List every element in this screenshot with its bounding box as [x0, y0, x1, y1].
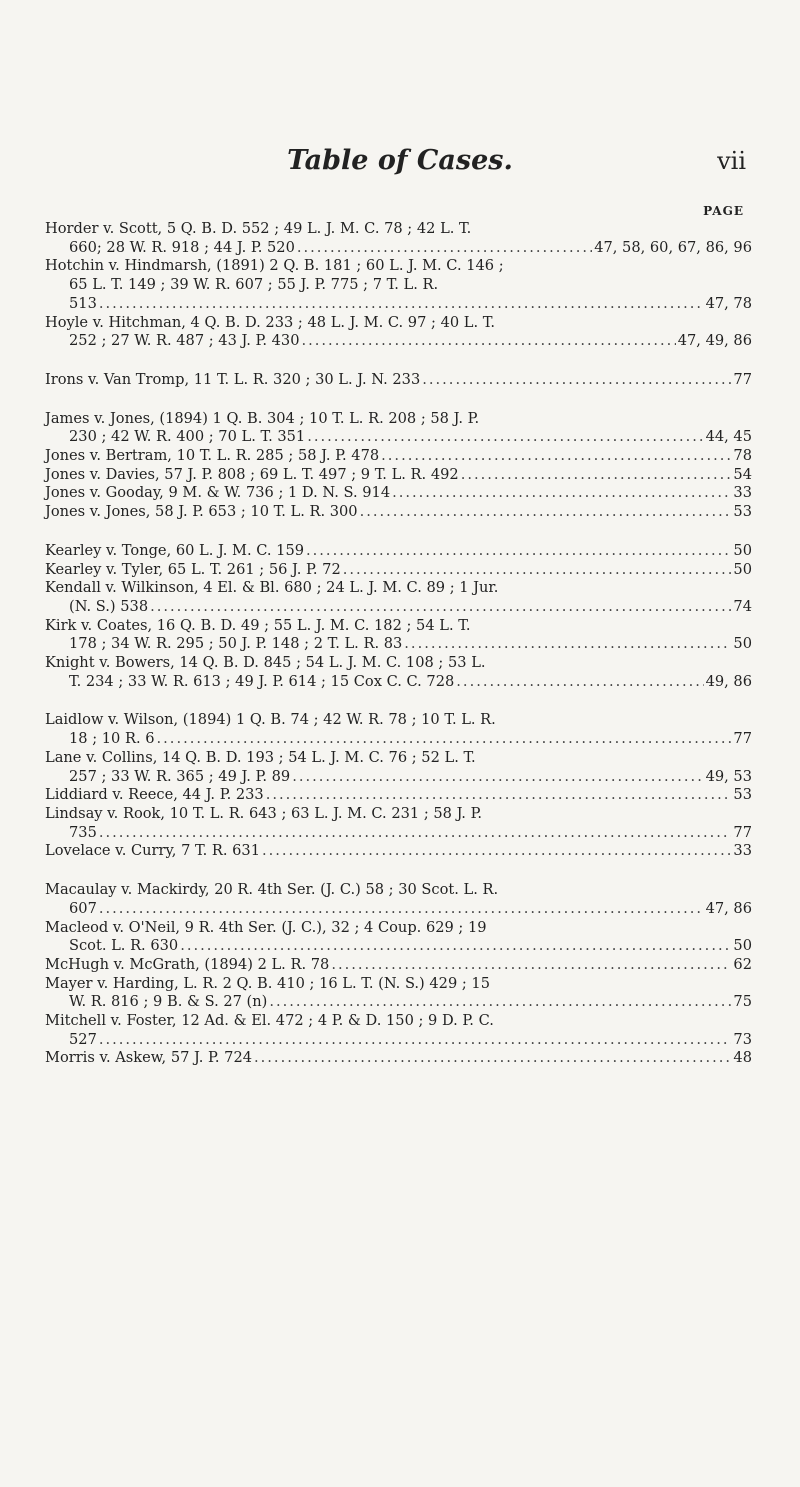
leader-dots [381, 447, 731, 466]
case-citation-continued [45, 730, 752, 749]
page-title: Table of Cases. [287, 145, 513, 176]
case-citation [45, 220, 752, 239]
page-reference: 78 [733, 447, 752, 465]
page-reference: 33 [733, 484, 752, 502]
leader-dots [99, 824, 732, 843]
case-citation-continued [45, 673, 752, 692]
leader-dots [157, 730, 732, 749]
case-citation [45, 447, 752, 466]
citation-text: Mitchell v. Foster, 12 Ad. & El. 472 ; 4 P. & D. 150 ; 9 D. P. C. [45, 1012, 494, 1030]
citation-text: T. 234 ; 33 W. R. 613 ; 49 J. P. 614 ; 15 Cox C. C. 728 [69, 672, 455, 690]
citation-text: Jones v. Jones, 58 J. P. 653 ; 10 T. L. R. 300 [45, 503, 358, 521]
citation-text: 178 ; 34 W. R. 295 ; 50 J. P. 148 ; 2 T. L. R. 83 [69, 635, 403, 653]
group-spacer [45, 861, 752, 881]
citation-text: 65 L. T. 149 ; 39 W. R. 607 ; 55 J. P. 775 ; 7 T. L. R. [69, 276, 439, 294]
case-citation [45, 1049, 752, 1068]
page-column-label: PAGE [703, 204, 744, 218]
case-entry [45, 919, 752, 956]
leader-dots [150, 598, 731, 617]
citation-text: 660; 28 W. R. 918 ; 44 J. P. 520 [69, 238, 295, 256]
case-citation [45, 561, 752, 580]
case-citation-continued [45, 993, 752, 1012]
case-entry [45, 410, 752, 447]
case-entry [45, 975, 752, 1012]
page-reference: 50 [733, 635, 752, 653]
page-reference: 75 [733, 993, 752, 1011]
case-citation [45, 257, 752, 276]
case-group-i [45, 371, 752, 390]
page-header [0, 145, 800, 189]
citation-text: Irons v. Van Tromp, 11 T. L. R. 320 ; 30 L. J. N. 233 [45, 370, 421, 388]
page-reference: 74 [733, 597, 752, 615]
case-citation [45, 1012, 752, 1031]
citation-text: Kirk v. Coates, 16 Q. B. D. 49 ; 55 L. J. M. C. 182 ; 54 L. T. [45, 616, 471, 634]
page-reference: 47, 86 [705, 899, 752, 917]
leader-dots [422, 371, 731, 390]
page-reference: 47, 58, 60, 67, 86, 96 [594, 238, 752, 256]
case-citation [45, 617, 752, 636]
case-entry [45, 542, 752, 561]
page-reference: 44, 45 [705, 428, 752, 446]
leader-dots [266, 786, 732, 805]
case-entry [45, 503, 752, 522]
group-spacer [45, 522, 752, 542]
case-citation [45, 542, 752, 561]
citation-text: Lovelace v. Curry, 7 T. R. 631 [45, 842, 260, 860]
leader-dots [306, 542, 731, 561]
case-entry [45, 842, 752, 861]
case-citation-continued [45, 635, 752, 654]
leader-dots [262, 842, 731, 861]
citation-text: Macaulay v. Mackirdy, 20 R. 4th Ser. (J. C.) 58 ; 30 Scot. L. R. [45, 881, 499, 899]
case-entry [45, 220, 752, 257]
citation-text: 230 ; 42 W. R. 400 ; 70 L. T. 351 [69, 428, 306, 446]
case-entry [45, 371, 752, 390]
citation-text: Lane v. Collins, 14 Q. B. D. 193 ; 54 L. J. M. C. 76 ; 52 L. T. [45, 748, 476, 766]
citation-text: (N. S.) 538 [69, 597, 149, 615]
case-citation-continued [45, 824, 752, 843]
leader-dots [99, 900, 704, 919]
case-citation [45, 503, 752, 522]
case-entry [45, 1012, 752, 1049]
leader-dots [343, 561, 732, 580]
case-citation-continued [45, 295, 752, 314]
leader-dots [404, 635, 731, 654]
page-reference: 33 [733, 842, 752, 860]
case-group-l [45, 711, 752, 861]
case-citation-continued [45, 598, 752, 617]
case-entry [45, 579, 752, 616]
case-entry [45, 749, 752, 786]
case-entry [45, 484, 752, 503]
case-citation-continued [45, 332, 752, 351]
case-citation [45, 314, 752, 333]
case-citation [45, 805, 752, 824]
citation-text: Jones v. Gooday, 9 M. & W. 736 ; 1 D. N. S. 914 [45, 484, 391, 502]
citation-text: 257 ; 33 W. R. 365 ; 49 J. P. 89 [69, 767, 291, 785]
page-reference: 53 [733, 786, 752, 804]
leader-dots [302, 332, 676, 351]
group-spacer [45, 390, 752, 410]
case-entry [45, 711, 752, 748]
case-citation [45, 654, 752, 673]
citation-text: 513 [69, 294, 97, 312]
case-citation-continued [45, 276, 752, 295]
case-entry [45, 1049, 752, 1068]
citation-text: Scot. L. R. 630 [69, 937, 179, 955]
case-citation-continued [45, 900, 752, 919]
leader-dots [99, 295, 704, 314]
leader-dots [307, 428, 703, 447]
leader-dots [99, 1031, 732, 1050]
leader-dots [292, 768, 703, 787]
case-entry [45, 956, 752, 975]
page-reference: 62 [733, 955, 752, 973]
citation-text: 607 [69, 899, 97, 917]
citation-text: Jones v. Davies, 57 J. P. 808 ; 69 L. T. 497 ; 9 T. L. R. 492 [45, 465, 459, 483]
case-citation [45, 881, 752, 900]
leader-dots [331, 956, 731, 975]
group-spacer [45, 351, 752, 371]
case-entry [45, 786, 752, 805]
citation-text: 252 ; 27 W. R. 487 ; 43 J. P. 430 [69, 332, 300, 350]
case-entry [45, 561, 752, 580]
page-number: vii [717, 147, 746, 175]
case-citation-continued [45, 239, 752, 258]
page-reference: 50 [733, 560, 752, 578]
page-reference: 77 [733, 370, 752, 388]
group-spacer [45, 691, 752, 711]
case-citation [45, 484, 752, 503]
case-citation [45, 371, 752, 390]
case-citation-continued [45, 428, 752, 447]
case-citation [45, 786, 752, 805]
case-citation-continued [45, 768, 752, 787]
citation-text: Knight v. Bowers, 14 Q. B. D. 845 ; 54 L. J. M. C. 108 ; 53 L. [45, 654, 486, 672]
leader-dots [297, 239, 592, 258]
citation-text: 18 ; 10 R. 6 [69, 730, 155, 748]
citation-text: Kearley v. Tyler, 65 L. T. 261 ; 56 J. P. 72 [45, 560, 341, 578]
page-reference: 77 [733, 730, 752, 748]
leader-dots [392, 484, 731, 503]
case-citation [45, 579, 752, 598]
citation-text: Mayer v. Harding, L. R. 2 Q. B. 410 ; 16 L. T. (N. S.) 429 ; 15 [45, 974, 491, 992]
case-citation [45, 749, 752, 768]
citation-text: Hoyle v. Hitchman, 4 Q. B. D. 233 ; 48 L. J. M. C. 97 ; 40 L. T. [45, 313, 495, 331]
leader-dots [180, 937, 731, 956]
case-citation-continued [45, 1031, 752, 1050]
case-citation [45, 956, 752, 975]
citation-text: Hotchin v. Hindmarsh, (1891) 2 Q. B. 181 ; 60 L. J. M. C. 146 ; [45, 257, 504, 275]
citation-text: Macleod v. O'Neil, 9 R. 4th Ser. (J. C.), 32 ; 4 Coup. 629 ; 19 [45, 918, 487, 936]
page-reference: 54 [733, 465, 752, 483]
case-citation [45, 466, 752, 485]
leader-dots [456, 673, 703, 692]
case-group-m [45, 881, 752, 1068]
citation-text: Morris v. Askew, 57 J. P. 724 [45, 1049, 253, 1067]
case-citation-continued [45, 937, 752, 956]
page-reference: 47, 49, 86 [677, 332, 752, 350]
case-citation [45, 975, 752, 994]
page-reference: 50 [733, 937, 752, 955]
case-entry [45, 314, 752, 351]
case-entry [45, 654, 752, 691]
page-reference: 49, 53 [705, 767, 752, 785]
citation-text: Horder v. Scott, 5 Q. B. D. 552 ; 49 L. J. M. C. 78 ; 42 L. T. [45, 220, 472, 237]
page-reference: 47, 78 [705, 294, 752, 312]
case-citation [45, 842, 752, 861]
leader-dots [254, 1049, 731, 1068]
citation-text: Laidlow v. Wilson, (1894) 1 Q. B. 74 ; 42 W. R. 78 ; 10 T. L. R. [45, 711, 496, 729]
table-of-cases [45, 220, 752, 1068]
page-reference: 48 [733, 1049, 752, 1067]
citation-text: Lindsay v. Rook, 10 T. L. R. 643 ; 63 L. J. M. C. 231 ; 58 J. P. [45, 804, 483, 822]
citation-text: W. R. 816 ; 9 B. & S. 27 (n) [69, 993, 268, 1011]
page-reference: 73 [733, 1030, 752, 1048]
case-group-h [45, 220, 752, 351]
page-reference: 49, 86 [705, 672, 752, 690]
case-entry [45, 881, 752, 918]
page-reference: 77 [733, 823, 752, 841]
citation-text: Kearley v. Tonge, 60 L. J. M. C. 159 [45, 541, 305, 559]
case-entry [45, 447, 752, 466]
case-group-j [45, 410, 752, 522]
case-entry [45, 466, 752, 485]
citation-text: Liddiard v. Reece, 44 J. P. 233 [45, 786, 264, 804]
citation-text: 735 [69, 823, 97, 841]
case-citation [45, 919, 752, 938]
page-reference: 50 [733, 541, 752, 559]
leader-dots [269, 993, 731, 1012]
case-citation [45, 410, 752, 429]
citation-text: McHugh v. McGrath, (1894) 2 L. R. 78 [45, 955, 330, 973]
case-entry [45, 805, 752, 842]
citation-text: Kendall v. Wilkinson, 4 El. & Bl. 680 ; 24 L. J. M. C. 89 ; 1 Jur. [45, 579, 499, 597]
leader-dots [461, 466, 732, 485]
case-citation [45, 711, 752, 730]
case-entry [45, 257, 752, 313]
page-reference: 53 [733, 503, 752, 521]
leader-dots [360, 503, 732, 522]
citation-text: Jones v. Bertram, 10 T. L. R. 285 ; 58 J. P. 478 [45, 447, 380, 465]
citation-text: James v. Jones, (1894) 1 Q. B. 304 ; 10 T. L. R. 208 ; 58 J. P. [45, 409, 480, 427]
case-entry [45, 617, 752, 654]
citation-text: 527 [69, 1030, 97, 1048]
case-group-k [45, 542, 752, 692]
